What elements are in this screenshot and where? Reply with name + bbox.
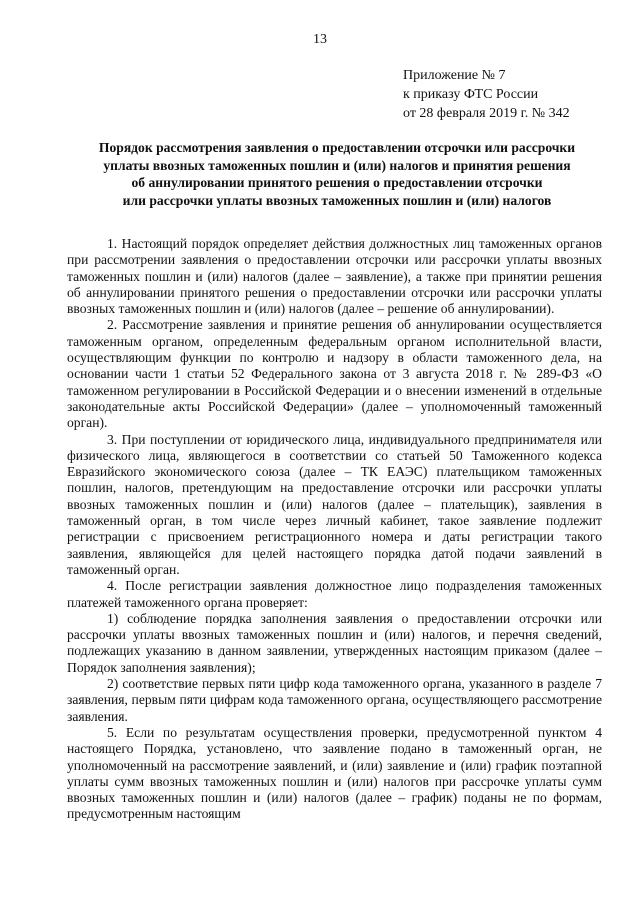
appendix-line: Приложение № 7 [403, 68, 506, 83]
title-line: об аннулировании принятого решения о предоставлении отсрочки [131, 175, 543, 190]
paragraph-4-item-2: 2) соответствие первых пяти цифр кода таможенного органа, указанного в разделе 7 заявления, первым пяти цифрам кода таможенного органа, осуществляющего рассмотрение заявления. [67, 676, 602, 724]
appendix-line: к приказу ФТС России [403, 87, 539, 102]
paragraph-1: 1. Настоящий порядок определяет действия должностных лиц таможенных органов при рассмотрении заявления о предоставлении отсрочки или рассрочки уплаты ввозных таможенных пошлин и (или) налогов (далее – заявление), а также при принятии решения об аннулировании принятого решения о предоставлении отсрочки или рассрочки уплаты ввозных таможенных пошлин и (или) налогов (далее – решение об аннулировании). [67, 236, 602, 317]
title-line: или рассрочки уплаты ввозных таможенных пошлин и (или) налогов [122, 192, 552, 208]
page-number: 13 [313, 32, 327, 47]
appendix-reference [403, 66, 570, 123]
appendix-line: от 28 февраля 2019 г. № 342 [403, 106, 570, 121]
title-line: Порядок рассмотрения заявления о предоставлении отсрочки или рассрочки [98, 140, 576, 155]
paragraph-5: 5. Если по результатам осуществления проверки, предусмотренной пунктом 4 настоящего Порядка, установлено, что заявление подано в таможенный орган, не уполномоченный на рассмотрение заявлений, и (или) заявление и (или) график поэтапной уплаты сумм ввозных таможенных пошлин и (или) налогов при рассрочке уплаты сумм ввозных таможенных пошлин и (или) налогов (далее – график) поданы не по формам, предусмотренным настоящим [67, 724, 602, 822]
paragraph-3: 3. При поступлении от юридического лица, индивидуального предпринимателя или физического лица, являющегося в соответствии со статьей 50 Таможенного кодекса Евразийского экономического союза (далее – ТК ЕАЭС) плательщиком таможенных пошлин, налогов, претендующим на предоставление отсрочки или рассрочки уплаты ввозных таможенных пошлин и (или) налогов (далее – плательщик), заявления в таможенный орган, в том числе через личный кабинет, такое заявление подлежит регистрации с присвоением регистрационного номера и даты регистрации такого заявления, являющейся для целей настоящего порядка датой подачи заявлений в таможенный орган. [67, 431, 602, 577]
document-title [64, 139, 610, 209]
paragraph-4: 4. После регистрации заявления должностное лицо подразделения таможенных платежей таможенного органа проверяет: [67, 578, 602, 610]
title-line: уплаты ввозных таможенных пошлин и (или) налогов и принятия решения [103, 157, 571, 173]
paragraph-2: 2. Рассмотрение заявления и принятие решения об аннулировании осуществляется таможенным органом, определенным федеральным органом исполнительной власти, осуществляющим функции по контролю и надзору в области таможенного дела, на основании части 1 статьи 52 Федерального закона от 3 августа 2018 г. № 289-ФЗ «О таможенном регулировании в Российской Федерации и о внесении изменений в отдельные законодательные акты Российской Федерации» (далее – уполномоченный таможенный орган). [67, 317, 602, 431]
document-body [67, 236, 602, 823]
paragraph-4-item-1: 1) соблюдение порядка заполнения заявления о предоставлении отсрочки или рассрочки уплаты ввозных таможенных пошлин и (или) налогов, и перечня сведений, подлежащих указанию в данном заявлении, утвержденных настоящим приказом (далее – Порядок заполнения заявления); [67, 610, 602, 675]
